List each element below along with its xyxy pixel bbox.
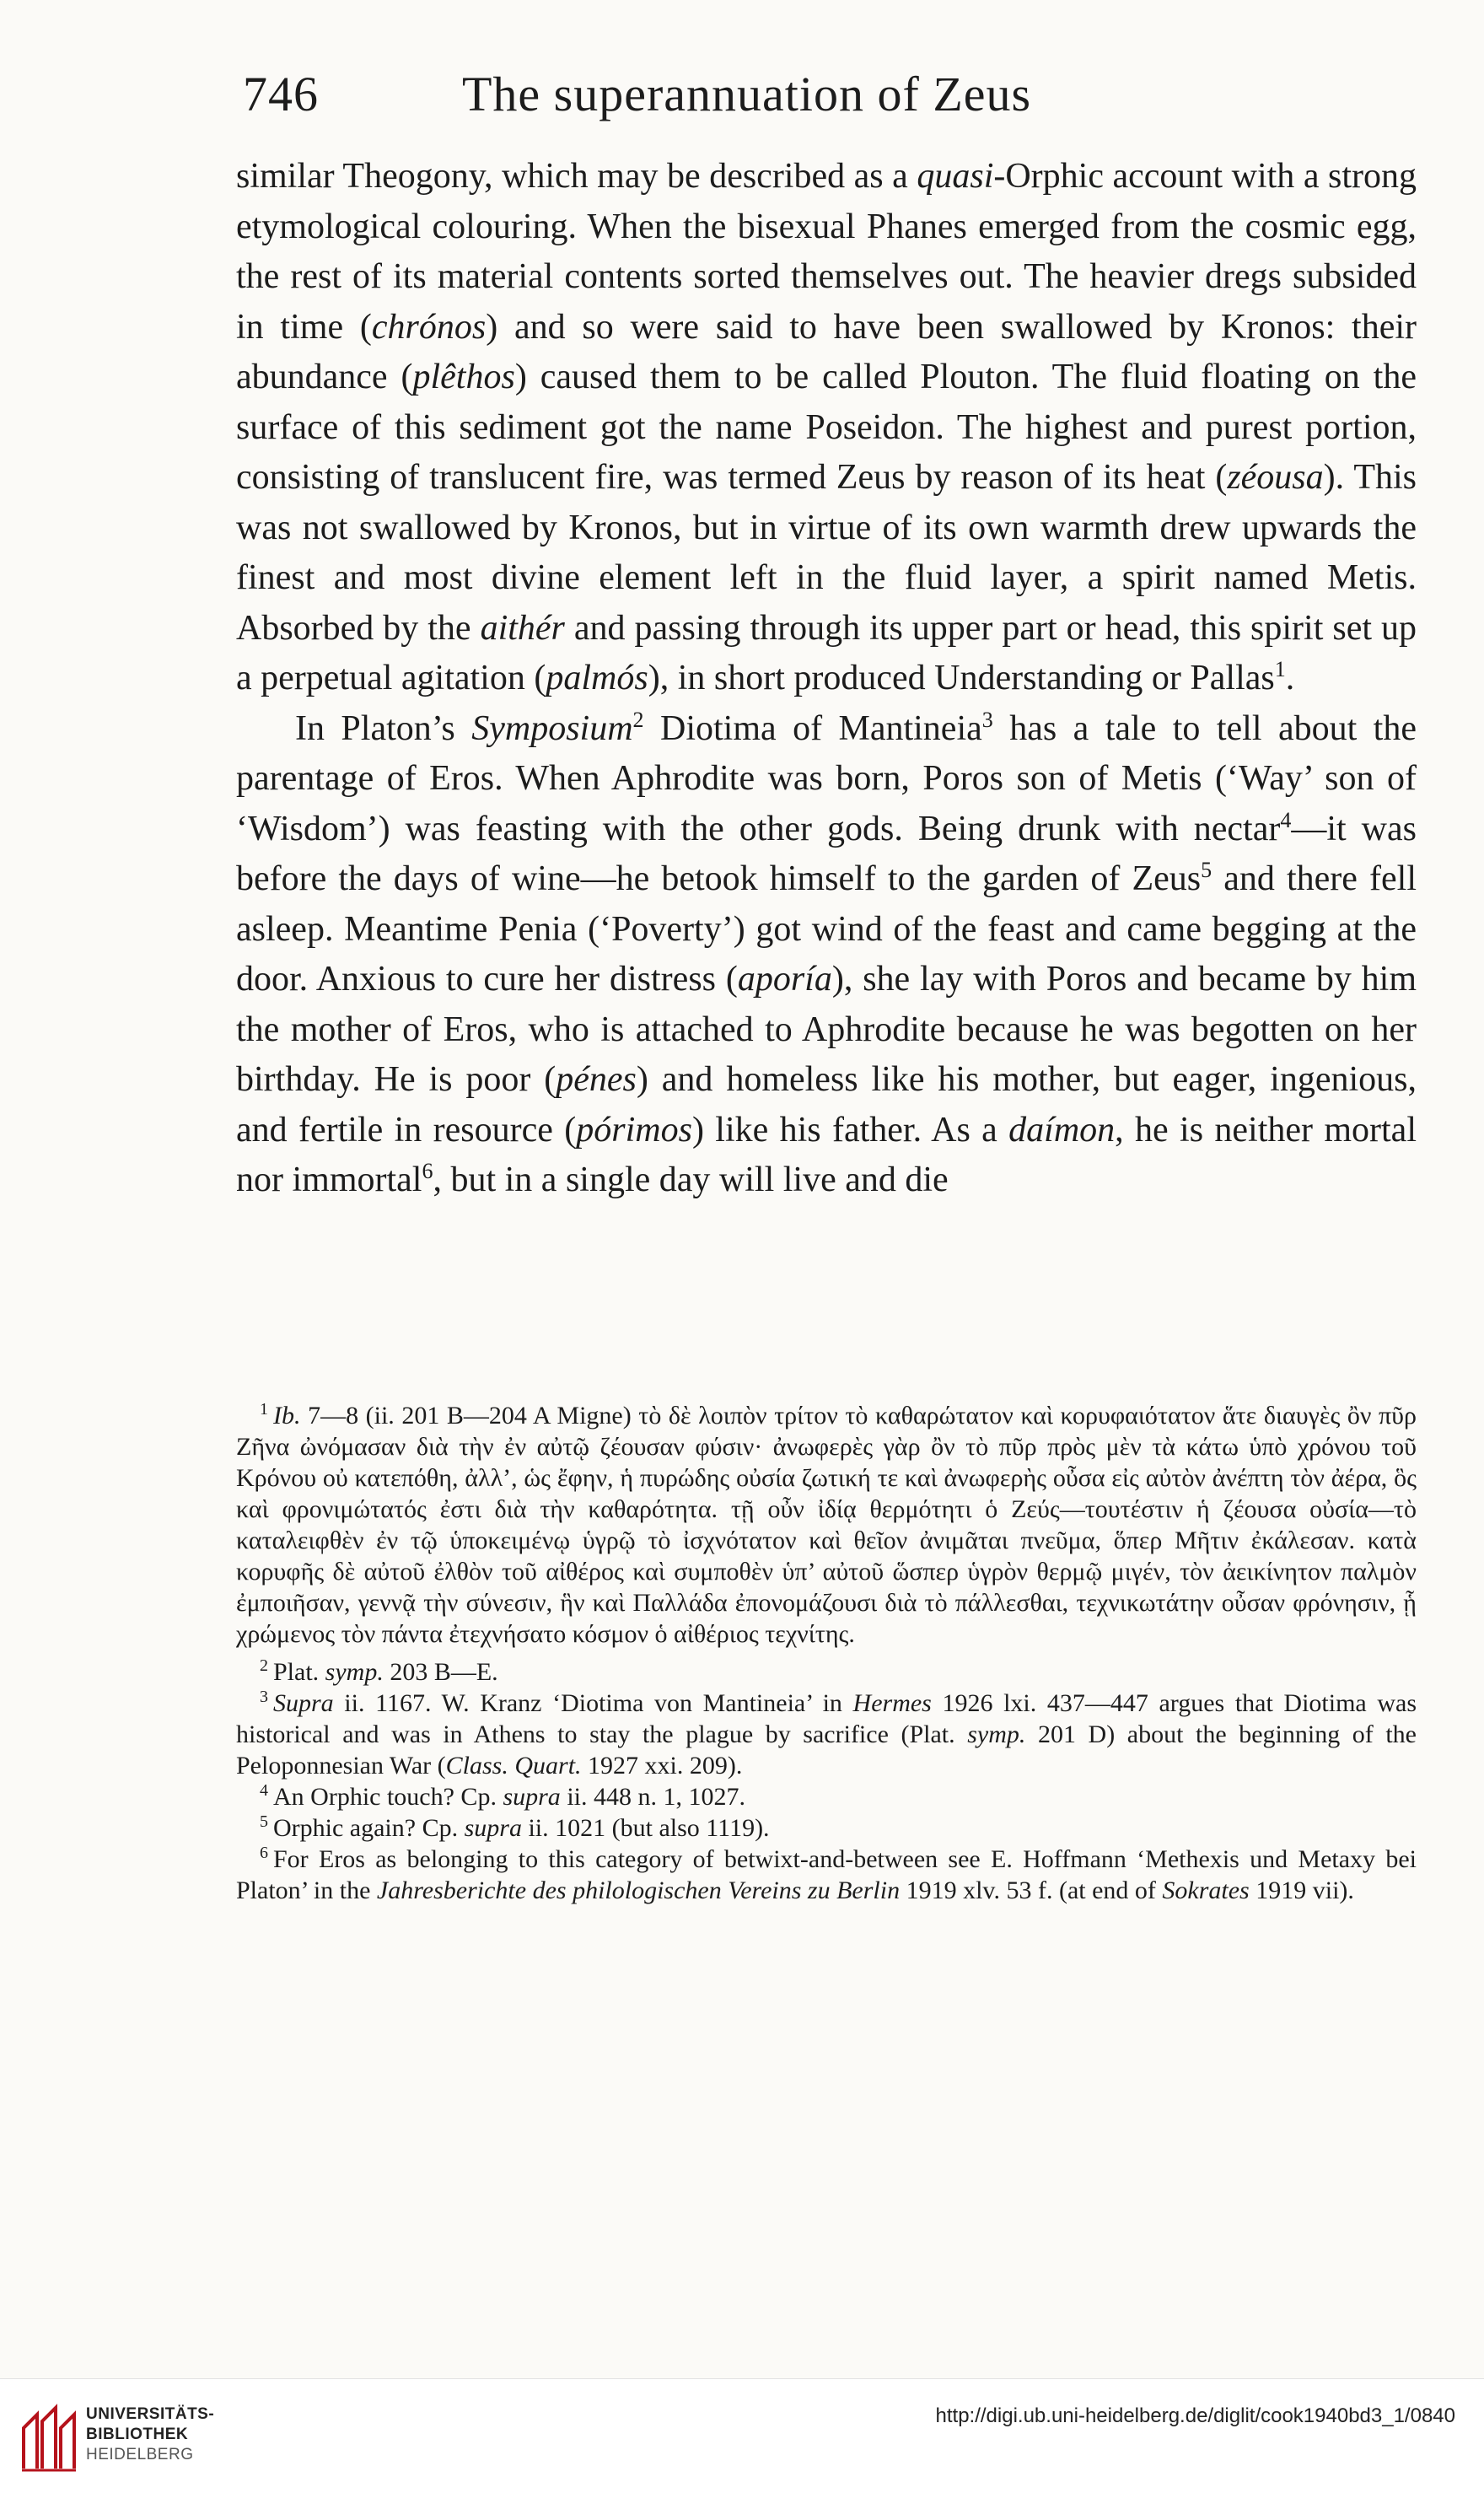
- footnote-ref: 5: [1201, 858, 1212, 882]
- library-name: UNIVERSITÄTS- BIBLIOTHEK HEIDELBERG: [86, 2405, 215, 2463]
- viewer-footer: [0, 2378, 1484, 2493]
- footnote-5: $^5$ Orphic again? Cp. supra ii. 1021 (but also 1119).: [260, 1812, 770, 1842]
- footnote-ref: 1: [1274, 657, 1286, 681]
- footnote-1: $^1$ Ib. 7—8 (ii. 201 B—204 A Migne) τὸ δὲ λοιπὸν τρίτον τὸ καθαρώτατον καὶ κορυφαιότατον ἅτε διαυγὲς ὂν πῦρ Ζῆνα ὠνόμασαν διὰ τὴν ἐν αὐτῷ ζέουσαν φύσιν· ἀνωφερὲς γὰρ ὂν τὸ πῦρ πρὸς μὲν τὰ κάτω ὑπὸ χρόνου τοῦ Κρόνου οὐ κατεπόθη, ἀλλ’, ὡς ἔφην, ἡ πυρώδης οὐσία ζωτική τε καὶ ἀνωφερὴς οὖσα εἰς αὐτὸν ἀνέπτη τὸν ἀέρα, ὃς καὶ φρονιμώτατός ἐστι διὰ τὴν καθαρότητα. τῇ οὖν ἰδίᾳ θερμότητι ὁ Ζεύς—τουτέστιν ἡ ζέουσα οὐσία—τὸ καταλειφθὲν ἐν τῷ ὑποκειμένῳ ὑγρῷ τὸ ἰσχνότατον καὶ θεῖον ἀνιμᾶται πνεῦμα, ὅπερ Μῆτιν ἐκάλεσαν. κατὰ κορυφῆς δὲ αὐτοῦ ἐλθὸν τοῦ αἰθέρος καὶ συμποθὲν ὑπ’ αὐτοῦ ὥσπερ ὑγρὸν θερμῷ μιγέν, τὸν ἀεικίνητον παλμὸν ἐμποιῆσαν, γεννᾷ τὴν σύνεσιν, ἣν καὶ Παλλάδα ἐπονομάζουσι διὰ τὸ πάλλεσθαι, τεχνικωτάτην οὖσαν φρόνησιν, ᾗ χρώμενος τὸν πάντα ἐτεχνήσατο κόσμον ὁ αἰθέριος τεχνίτης.: [236, 1400, 1417, 1648]
- footnote-2: $^2$ Plat. symp. 203 B—E.: [260, 1656, 498, 1686]
- footnote-ref: 2: [632, 707, 644, 732]
- footnote-4: $^4$ An Orphic touch? Cp. supra ii. 448 n. 1, 1027.: [260, 1781, 745, 1811]
- main-text: [236, 152, 1417, 1206]
- running-title: The superannuation of Zeus: [462, 67, 1032, 121]
- paragraph-1: similar Theogony, which may be described as a quasi-Orphic account with a strong etymological colouring. When the bisexual Phanes emerged from the cosmic egg, the rest of its material contents sorted themselves out. The heavier dregs subsided in time (chrónos) and so were said to have been swallowed by Kronos: their abundance (plêthos) caused them to be called Plouton. The fluid floating on the surface of this sediment got the name Poseidon. The highest and purest portion, consisting of translucent fire, was termed Zeus by reason of its heat (zéousa). This was not swallowed by Kronos, but in virtue of its own warmth drew upwards the finest and most divine element left in the fluid layer, a spirit named Metis. Absorbed by the aithér and passing through its upper part or head, this spirit set up a perpetual agitation (palmós), in short produced Understanding or Pallas$^1$.: [236, 157, 1417, 697]
- footnote-ref: 4: [1280, 807, 1292, 832]
- footnote-6: $^6$ For Eros as belonging to this category of betwixt-and-between see E. Hoffmann ‘Methexis und Metaxy bei Platon’ in the Jahresberichte des philologischen Vereins zu Berlin 1919 xlv. 53 f. (at end of Sokrates 1919 vii).: [236, 1844, 1417, 1904]
- footnotes: [236, 1400, 1417, 1906]
- university-library-logo-icon: [19, 2403, 79, 2474]
- footnote-ref: 6: [422, 1159, 433, 1183]
- page-header: [243, 61, 1255, 128]
- footnote-ref: 3: [981, 707, 993, 732]
- page-url[interactable]: http://digi.ub.uni-heidelberg.de/diglit/cook1940bd3_1/0840: [935, 2404, 1455, 2427]
- page-number: 746: [243, 67, 319, 121]
- footnote-3: $^3$ Supra ii. 1167. W. Kranz ‘Diotima von Mantineia’ in Hermes 1926 lxi. 437—447 argues that Diotima was historical and was in Athens to stay the plague by sacrifice (Plat. symp. 201 D) about the beginning of the Peloponnesian War (Class. Quart. 1927 xxi. 209).: [236, 1688, 1417, 1780]
- paragraph-2: In Platon’s Symposium$^2$ Diotima of Mantineia$^3$ has a tale to tell about the parentage of Eros. When Aphrodite was born, Poros son of Metis (‘Way’ son of ‘Wisdom’) was feasting with the other gods. Being drunk with nectar$^4$—it was before the days of wine—he betook himself to the garden of Zeus$^5$ and there fell asleep. Meantime Penia (‘Poverty’) got wind of the feast and came begging at the door. Anxious to cure her distress (aporía), she lay with Poros and became by him the mother of Eros, who is attached to Aphrodite because he was begotten on her birthday. He is poor (pénes) and homeless like his mother, but eager, ingenious, and fertile in resource (pórimos) like his father. As a daímon, he is neither mortal nor immortal$^6$, but in a single day will live and die: [236, 707, 1417, 1199]
